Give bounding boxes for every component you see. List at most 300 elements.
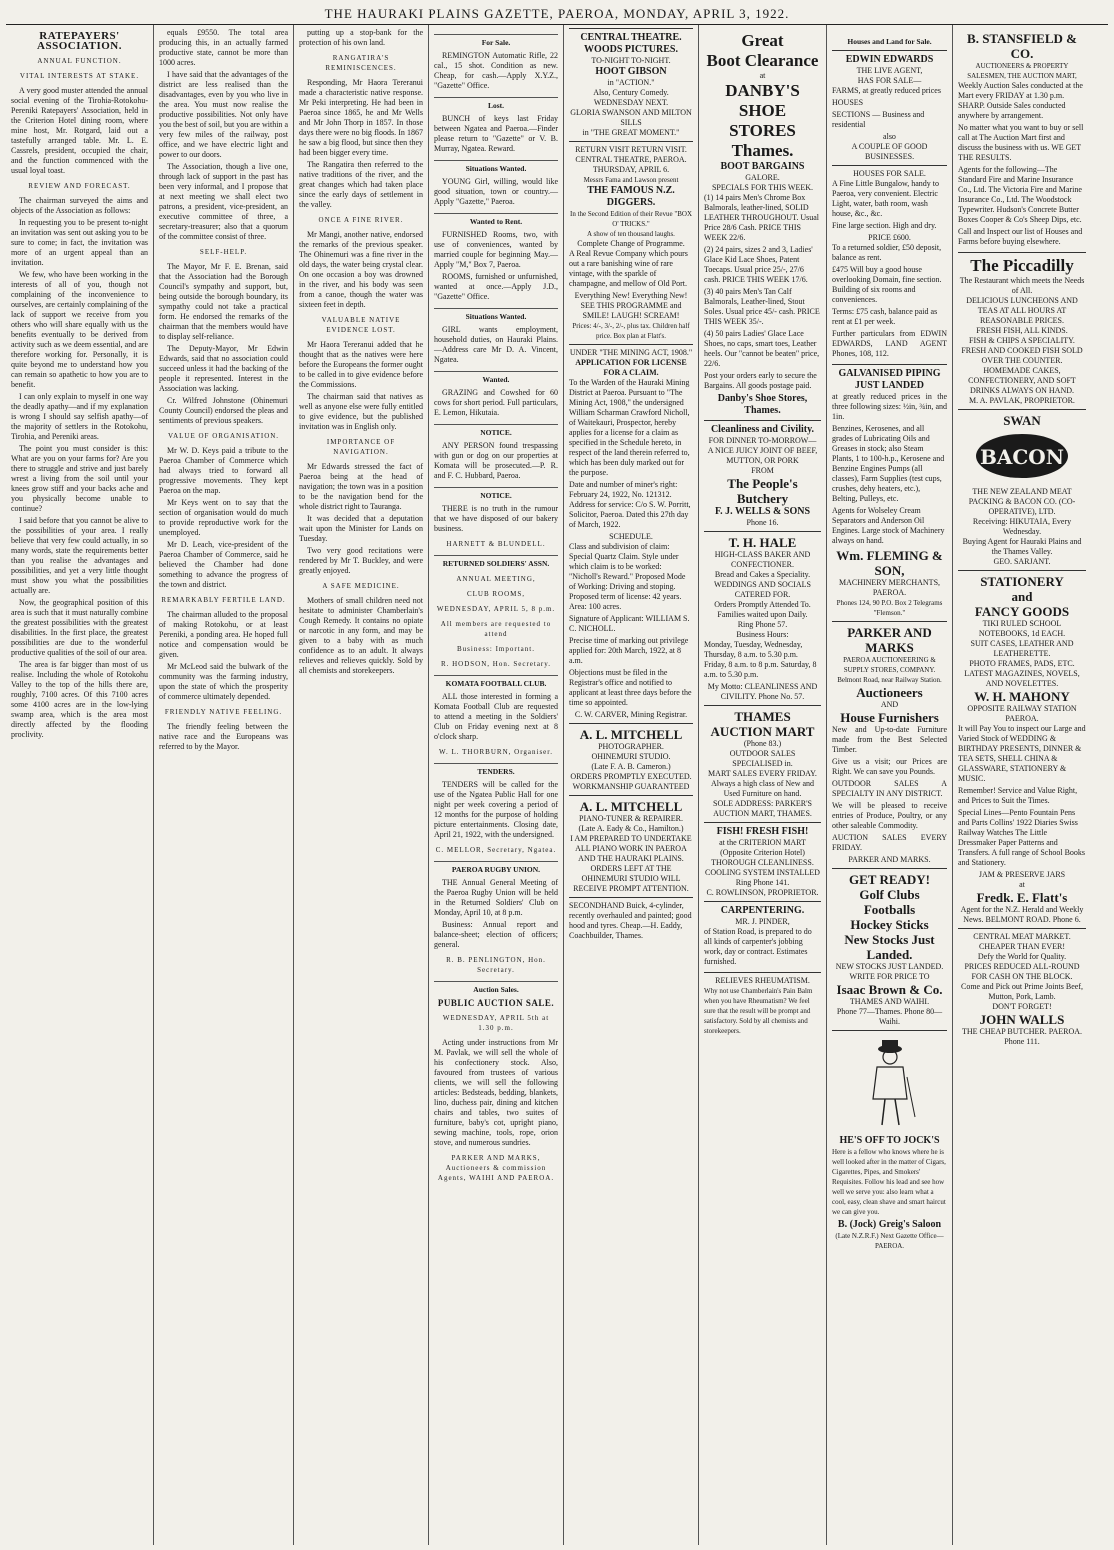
paragraph: Responding, Mr Haora Tereranui made a characteristic native response. Mr Peki interpreting. He had been in Paeroa since 1865, he and Mr Wells and Mr John Thorp in 1857. In those days there were no big floods. In 1867 he saw a big flood, but since then they had been bigger every time. — [299, 78, 423, 157]
ad-line: M. A. PAVLAK, PROPRIETOR. — [969, 396, 1075, 405]
ad-line: ORDERS LEFT AT THE OHINEMURI STUDIO WILL RECEIVE PROMPT ATTENTION. — [573, 864, 689, 893]
ad-line: THE NEW ZEALAND MEAT PACKING & BACON CO. (CO-OPERATIVE), LTD. — [968, 487, 1076, 516]
ad-line: (Phone 83.) — [743, 739, 782, 748]
paragraph: Mr Edwards stressed the fact of Paeroa being at the head of navigation; the town was in a position to be the navigation bend for the whole district right to Tauranga. — [299, 462, 423, 511]
paragraph: The Association, though a live one, through lack of support in the past has been very informal, and I propose that at next meeting we shall elect two patrons, a president, vice-president, an executive committee of three, a secretary-treasurer; also that a quorum of the committee consist of three. — [159, 162, 288, 241]
rsa-line: WEDNESDAY, APRIL 5, 8 p.m. — [436, 605, 556, 613]
paragraph: The Deputy-Mayor, Mr Edwin Edwards, said that no association could succeed unless it had the backing of the people it represented. Interest in the Association was lacking. — [159, 344, 288, 393]
rsa-line: Business: Important. — [457, 645, 535, 653]
theatre-line: in "THE GREAT MOMENT." — [582, 128, 680, 137]
ad-line: (Late N.Z.R.F.) Next Gazette Office—PAEROA. — [835, 1232, 944, 1250]
sports-ad — [832, 868, 947, 1030]
section-heading: VALUE OF ORGANISATION. — [167, 432, 280, 440]
section-heading: RANGATIRA'S REMINISCENCES. — [325, 54, 397, 72]
article-headline: RATEPAYERS' ASSOCIATION. — [37, 30, 122, 52]
ad-line: TIKI RULED SCHOOL NOTEBOOKS, 1d EACH. — [978, 619, 1066, 638]
ad-text: Agents for Wolseley Cream Separators and Anderson Oil Engines. Large stock of Machinery always on hand. — [832, 506, 945, 545]
auction-heading: Auction Sales. — [434, 981, 558, 995]
ad-title: THAMES AUCTION MART — [710, 709, 815, 739]
paragraph: The chairman said that natives as well as anyone else were fully entitled to give evidence, but the published invitation was in English only. — [299, 392, 423, 431]
column-1 — [6, 25, 154, 1545]
notice-signature: C. MELLOR, Secretary, Ngatea. — [435, 846, 557, 854]
ad-line: FRESH AND COOKED FISH SOLD OVER THE COUNTER. — [961, 346, 1083, 365]
paragraph: putting up a stop-bank for the protection of his own land. — [299, 28, 423, 47]
paragraph: Mr Haora Tereranui added that he thought that as the natives were here before the Europeans the former ought to be called in to give evidence before the Commissions. — [299, 340, 423, 389]
ad-line: Orders Promptly Attended To. — [714, 600, 811, 609]
ad-line: Ring Phone 141. — [735, 878, 790, 887]
bacon-logo-text: BACON — [979, 445, 1065, 469]
ad-text: of Station Road, is prepared to do all kinds of carpenter's jobbing work, day or contract. Estimates furnished. — [704, 927, 812, 966]
rsa-line: CLUB ROOMS, — [466, 590, 526, 598]
ad-line: THAMES AND WAIHI. — [849, 997, 930, 1006]
advertiser-name: A. L. MITCHELL — [579, 727, 683, 742]
ad-line: FRESH FISH, ALL KINDS. — [976, 326, 1068, 335]
ad-line: at — [1019, 880, 1025, 889]
piccadilly-ad — [958, 252, 1086, 409]
column-3 — [294, 25, 429, 1545]
ad-line: MART SALES EVERY FRIDAY. — [708, 769, 817, 778]
ad-line: My Motto: CLEANLINESS AND CIVILITY. Phone No. 57. — [707, 682, 818, 701]
ad-line: (Late F. A. B. Cameron.) — [591, 762, 671, 771]
notice-signature: W. L. THORBURN, Organiser. — [439, 748, 553, 756]
rsa-line: All members are requested to attend — [440, 620, 552, 638]
paragraph: The point you must consider is this: What are you on your farms for? Are you there to struggle and strive and just barely wrest a living from the soil until your knees grow stiff and your backs ache and you physically become unable to continue? — [11, 444, 148, 513]
paragraph: The area is far bigger than most of us realise. Including the whole of Rotokohu Valley to the top of the hills there are, roughly, 7100 acres. Of this 7100 acres some 4100 acres are in the low-lying swamp area, which is the area most directly affected by the flooding proclivity. — [11, 660, 148, 739]
notice-text: Acting under instructions from Mr M. Pavlak, we will sell the whole of his confectionery stock. Also, favoured from trustees of various clients, we will sell the following articles: Bedsteads, bedding, blankets, lino, duchess pair, dining and kitchen chairs and tables, two suites of furniture, baby's cot, upright piano, sewing machine, tools, rope, orion stove, and numerous sundries. — [434, 1038, 558, 1147]
paragraph: Mr Mangi, another native, endorsed the remarks of the previous speaker. The Ohinemuri was a fine river in the old days, the water being crystal clear. On one occasion a boy was drowned in the river, and his body was seen from a canoe, though the water was sixteen feet in depth. — [299, 230, 423, 309]
ad-line: Business Hours: — [736, 630, 789, 639]
ad-line: NEW STOCKS JUST LANDED. — [835, 962, 944, 971]
ad-line: WRITE FOR PRICE TO — [849, 972, 930, 981]
section-heading: REVIEW AND FORECAST. — [28, 182, 131, 190]
theatre-line: TO-NIGHT TO-NIGHT. — [591, 56, 671, 65]
ad-title: SHOE — [738, 101, 787, 120]
ad-line: PAEROA AUCTIONEERING & SUPPLY STORES, COMPANY. Belmont Road, near Railway Station. — [837, 656, 942, 684]
ad-line: SUIT CASES, LEATHER AND LEATHERETTE. — [970, 639, 1074, 658]
piano-ad — [569, 795, 693, 897]
ad-line: SPECIALS FOR THIS WEEK. — [711, 183, 814, 192]
ad-line: THE CHEAP BUTCHER. PAEROA. — [961, 1027, 1083, 1036]
section-heading: IMPORTANCE OF NAVIGATION. — [326, 438, 396, 456]
notice-text: TENDERS will be called for the use of the Ngatea Public Hall for one night per week covering a period of 12 months for the purpose of holding picture entertainments. Closing date, April 21, 1922, with the undersigned. — [434, 780, 558, 839]
section-heading: REMARKABLY FERTILE LAND. — [161, 596, 286, 604]
mining-heading: APPLICATION FOR LICENSE FOR A CLAIM. — [575, 358, 687, 377]
ad-title: Hockey Sticks — [850, 917, 929, 932]
ad-line: Always a high class of New and Used Furniture on hand. — [710, 779, 815, 798]
paragraph: Two very good recitations were rendered by Mr T. Buckley, and were greatly enjoyed. — [299, 546, 423, 575]
gentleman-illustration-icon — [855, 1037, 925, 1129]
paragraph: I said before that you cannot be alive to the possibilities of your area. I really believe that very few could actually, in so many words, state the requirements better than you realise the advantages and possibilities, and yet a very little thought must show you what the possibilities actually are. — [11, 516, 148, 595]
mining-text: Class and subdivision of claim: Special Quartz Claim. Style under which claim is to be worked: "Nicholl's Reward." Proposed Mode of Working: Driving and stoping. Proposed term of license: 42 years. Area: 100 acres. — [569, 542, 686, 611]
ad-line: Ring Phone 57. — [737, 620, 788, 629]
ad-line: PHOTO FRAMES, PADS, ETC. — [969, 659, 1075, 668]
ad-line: A COUPLE OF GOOD BUSINESSES. — [851, 142, 928, 161]
rsa-heading: RETURNED SOLDIERS' ASSN. — [434, 555, 558, 569]
paragraph: Mothers of small children need not hesitate to administer Chamberlain's Cough Remedy. It contains no opiate or narcotic in any form, and may be given to a baby with as much confidence as to an adult. It always relieves and relieves quickly. Sold by all chemists and storekeepers. — [299, 596, 423, 675]
revue-line: Complete Change of Programme. — [577, 239, 685, 248]
ad-title: STATIONERY — [980, 574, 1064, 589]
komata-heading: KOMATA FOOTBALL CLUB. — [434, 675, 558, 689]
ad-line: Agent for the N.Z. Herald and Weekly News. BELMONT ROAD. Phone 6. — [960, 905, 1084, 924]
ad-line: PHOTOGRAPHER. — [598, 742, 664, 751]
section-heading: VALUABLE NATIVE EVIDENCE LOST. — [321, 316, 401, 334]
auction-mart-ad — [704, 705, 821, 822]
ad-text: Give us a visit; our Prices are Right. We can save you Pounds. — [832, 757, 947, 776]
ad-title: The Piccadilly — [970, 256, 1074, 275]
ad-line: Phone 77—Thames. Phone 80—Waihi. — [836, 1007, 943, 1026]
ad-title: SWAN — [1003, 413, 1041, 428]
mining-text: Date and number of miner's right: February 24, 1922, No. 121312. Address for service: C/o S. W. Porritt, Solicitor, Paeroa. Dated this 27th day of March, 1922. — [569, 480, 691, 529]
ad-title: Great — [741, 31, 784, 50]
ad-line: PIANO-TUNER & REPAIRER. — [579, 814, 683, 823]
ad-line: C. ROWLINSON, PROPRIETOR. — [706, 888, 819, 897]
ad-line: OHINEMURI STUDIO. — [591, 752, 671, 761]
ad-line: Phone 16. — [746, 518, 779, 527]
theatre-line: Also, Century Comedy. — [593, 88, 669, 97]
ad-text: Further particulars from EDWIN EDWARDS, LAND AGENT Phones, 108, 112. — [832, 329, 947, 358]
section-heading: SELF-HELP. — [199, 248, 248, 256]
ad-title: STORES — [729, 121, 796, 140]
rugby-heading: PAEROA RUGBY UNION. — [434, 861, 558, 875]
mining-text: To the Warden of the Hauraki Mining District at Paeroa. Pursuant to "The Mining Act, 1908," the undersigned William Scharman Crawford Nicholl, of Waitekauri, Prospector, hereby applies for a license for a claim as specified in the Schedule hereto, in respect of the land therein referred to, which has been duly marked out for the purpose. — [569, 378, 690, 477]
ad-text: Terms: £75 cash, balance paid as rent at £1 per week. — [832, 307, 938, 326]
rsa-signature: R. HODSON, Hon. Secretary. — [440, 660, 552, 668]
meat-market-ad — [958, 928, 1086, 1050]
ad-text: Why not use Chamberlain's Pain Balm when you have Rheumatism? We feel sure that the result will be prompt and satisfactory. Sold by all chemists and storekeepers. — [704, 987, 813, 1035]
ad-line: HIGH-CLASS BAKER AND CONFECTIONER. — [714, 550, 811, 569]
ad-line: OPPOSITE RAILWAY STATION PAEROA. — [967, 704, 1077, 723]
notice-signature: HARNETT & BLUNDELL. — [446, 540, 546, 548]
ad-line: CHEAPER THAN EVER! — [978, 942, 1066, 951]
ad-title: Footballs — [863, 902, 916, 917]
theatre-line: WOODS PICTURES. — [584, 44, 678, 55]
column-4 — [429, 25, 564, 1545]
ad-text: Call and Inspect our list of Houses and Farms before buying elsewhere. — [958, 227, 1083, 246]
revue-ad — [569, 141, 693, 344]
ad-text: A Fine Little Bungalow, handy to Paeroa, very convenient. Electric Light, water, bath room, wash house, &c., &c. — [832, 179, 940, 218]
revue-text: A Real Revue Company which pours out a rare banishing wine of rare vintage, with the sparkle of champagne, and mellow of Old Port. — [569, 249, 688, 288]
tenders-heading: TENDERS. — [434, 763, 558, 777]
ad-line: The Restaurant which meets the Needs of All. — [959, 276, 1085, 295]
ad-text: We will be pleased to receive entries of Produce, Poultry, or any other saleable Commodity. — [832, 801, 947, 830]
ad-line: Buying Agent for Hauraki Plains and the Thames Valley. — [962, 537, 1082, 556]
column-8 — [953, 25, 1091, 1545]
paragraph: The Mayor, Mr F. E. Brenan, said that the Association had the Borough Council's sympathy and support, but, being outside the borough boundary, its sympathy could not take a practical form. He endorsed the remarks of the chairman that the members would have to display self-reliance. — [159, 262, 288, 341]
ad-line: LATEST MAGAZINES, NOVELS, AND NOVELETTES. — [964, 669, 1080, 688]
paragraph: Mr McLeod said the bulwark of the community was the farming industry, upon the state of which the prosperity of commerce ultimately depended. — [159, 662, 288, 701]
columns — [6, 25, 1108, 1545]
ad-title: Auctioneers — [856, 685, 923, 700]
mining-text: Objections must be filed in the Registrar's office and notified to applicant at least three days before the time so appointed. — [569, 668, 692, 707]
classified-ad: GIRL wants employment, household duties, on Hauraki Plains.—Address care Mr D. A. Vincent, Ngatea. — [434, 325, 558, 364]
paragraph: Mr W. D. Keys paid a tribute to the Paeroa Chamber of Commerce which had always tried to forward all progressive movements. They kept Paeroa on the map. — [159, 446, 288, 495]
photographer-ad — [569, 723, 693, 795]
public-auction-date: WEDNESDAY, APRIL 5th at 1.30 p.m. — [442, 1014, 550, 1032]
notice-text: THERE is no truth in the rumour that we have disposed of our bakery business. — [434, 504, 558, 533]
ad-text: Monday, Tuesday, Wednesday, Thursday, 8 a.m. to 5.30 p.m. Friday, 8 a.m. to 8 p.m. Saturday, 8 a.m. to 5.30 p.m. — [704, 640, 817, 679]
advertiser-name: A. L. MITCHELL — [579, 799, 683, 814]
ad-line: Bread and Cakes a Speciality. — [714, 570, 811, 579]
article-subhead: ANNUAL FUNCTION. — [37, 57, 122, 65]
mining-text: Precise time of marking out privilege applied for: 20th March, 1922, at 8 a.m. — [569, 636, 689, 665]
ad-line: COOLING SYSTEM INSTALLED — [705, 868, 820, 877]
ad-line: THOROUGH CLEANLINESS. — [711, 858, 814, 867]
fish-ad — [704, 822, 821, 901]
parker-marks-ad — [832, 621, 947, 868]
ad-line: HOUSES FOR SALE. — [853, 169, 926, 178]
ad-line: ORDERS PROMPTLY EXECUTED. — [570, 772, 692, 781]
edwards-ad — [832, 50, 947, 165]
ad-text: Agents for the following—The Standard Fire and Marine Insurance Co., Ltd. The Victoria Fire and Marine Insurance Co., Ltd. The Woodstock Typewriter. Hudson's Concrete Butter Boxes Cooper & Co's Sheep Dips, etc. — [958, 165, 1082, 224]
fleming-ad — [832, 364, 947, 621]
classified-heading: Wanted. — [434, 371, 558, 385]
ad-line: A NICE JUICY JOINT OF BEEF, MUTTON, OR PORK — [707, 446, 818, 465]
ad-text: OUTDOOR SALES A SPECIALTY IN ANY DISTRICT. — [832, 779, 947, 798]
classified-ad: YOUNG Girl, willing, would like good situation, town or country.—Apply "Gazette," Paeroa. — [434, 177, 558, 206]
classified-ad: BUNCH of keys last Friday between Ngatea and Paeroa.—Finder please return to "Gazette" or V. B. Murray, Ngatea. Reward. — [434, 114, 558, 153]
ad-line: FOR DINNER TO-MORROW— — [708, 436, 817, 445]
ad-text: Fine large section. High and dry. — [832, 221, 937, 230]
mining-heading: UNDER "THE MINING ACT, 1908." — [569, 348, 693, 357]
ad-line: (Late A. Eady & Co., Hamilton.) — [578, 824, 684, 833]
mining-text: Signature of Applicant: WILLIAM S. C. NICHOLL. — [569, 614, 690, 633]
theatre-title: CENTRAL THEATRE. — [580, 32, 682, 43]
ad-line: PRICES REDUCED ALL-ROUND FOR CASH ON THE BLOCK. — [964, 962, 1080, 981]
classified-heading: Situations Wanted. — [434, 160, 558, 174]
ad-text: Weekly Auction Sales conducted at the Mart every FRIDAY at 1.30 p.m. SHARP. Outside Sales conducted anywhere by arrangement. — [958, 81, 1083, 120]
ad-line: WORKMANSHIP GUARANTEED — [572, 782, 690, 791]
ad-line: GALORE. — [745, 173, 780, 182]
ad-title: Fredk. E. Flatt's — [976, 890, 1068, 905]
classified-ad: REMINGTON Automatic Rifle, 22 cal., 15 shot. Condition as new. Cheap, for cash.—Apply X.Y.Z., "Gazette" Office. — [434, 51, 558, 90]
ad-line: RELIEVES RHEUMATISM. — [715, 976, 810, 985]
section-heading: FRIENDLY NATIVE FEELING. — [164, 708, 283, 716]
ad-title: T. H. HALE — [728, 535, 797, 550]
notice-signature: R. B. PENLINGTON, Hon. Secretary. — [446, 956, 546, 974]
ad-line: CENTRAL MEAT MARKET. — [973, 932, 1071, 941]
ad-title: DANBY'S — [725, 81, 800, 100]
butchery-ad — [704, 420, 821, 531]
paragraph: Mr D. Leach, vice-president of the Paeroa Chamber of Commerce, said he believed the Chamber had done something to advance the progress of the town and district. — [159, 540, 288, 589]
paragraph: Now, the geographical position of this area is such that it must naturally combine the greatest possibilities with the greatest disabilities. In the first place, the greatest possibilities are due to the wonderful productive qualities of the soil of our area. — [11, 598, 148, 657]
paragraph: The friendly feeling between the native race and the Europeans was referred to by the Mayor. — [159, 722, 288, 751]
ad-line: GEO. SARJANT. — [993, 557, 1051, 566]
ad-line: WEDDINGS AND SOCIALS CATERED FOR. — [714, 580, 811, 599]
ad-text: (4) 50 pairs Ladies' Glace Lace Shoes, no caps, smart toes, Leather heels. Our "cannot be beaten" price, 22/6. — [704, 329, 820, 368]
ad-line: MACHINERY MERCHANTS, PAEROA. — [838, 578, 941, 597]
ad-line: PRICE £600. — [868, 233, 911, 242]
paragraph: Mr Keys went on to say that the section of organisation would do much to provide reproductive work for the unemployed. — [159, 498, 288, 537]
ad-text: SECONDHAND Buick, 4-cylinder, recently overhauled and painted; good hood and tyres. Cheap.—H. Eaddy, Coachbuilder, Thames. — [569, 901, 692, 940]
buick-ad — [569, 897, 693, 946]
ad-line: also — [883, 132, 896, 141]
ad-title: New Stocks Just Landed. — [844, 932, 935, 962]
ad-title: W. H. MAHONY — [974, 689, 1070, 704]
ad-line: THE LIVE AGENT, — [856, 66, 923, 75]
paragraph: It was decided that a deputation wait upon the Minister for Lands on Tuesday. — [299, 514, 423, 543]
ad-title: HE'S OFF TO JOCK'S — [839, 1135, 940, 1146]
classified-ad: GRAZING and Cowshed for 60 cows for short period. Full particulars, E. Lemon, Hikutaia. — [434, 388, 558, 417]
ad-line: Defy the World for Quality. — [977, 952, 1067, 961]
ad-text: (2) 24 pairs, sizes 2 and 3, Ladies' Glace Kid Lace Shoes, Patent Toecaps. Usual price 25/-, 27/6 cash. PRICE THIS WEEK 17/6. — [704, 245, 813, 284]
ad-title: CARPENTERING. — [720, 905, 805, 916]
paragraph: The Rangatira then referred to the native traditions of the river, and the great changes which had taken place since the early days of settlement in the valley. — [299, 160, 423, 209]
notice-text: THE Annual General Meeting of the Paeroa Rugby Union will be held in the Returned Soldiers' Club on Monday, April 10, at 8 p.m. — [434, 878, 558, 917]
section-label: Houses and Land for Sale. — [847, 37, 932, 46]
ad-line: Phone 111. — [1004, 1037, 1040, 1046]
article-lead: VITAL INTERESTS AT STAKE. — [19, 72, 140, 80]
ad-line: AND — [880, 700, 899, 709]
ad-title: The People's Butchery — [727, 476, 798, 506]
ad-text: HOUSES — [832, 98, 864, 107]
column-6 — [699, 25, 827, 1545]
column-7 — [827, 25, 953, 1545]
stansfield-ad — [958, 28, 1086, 252]
ad-title: Isaac Brown & Co. — [836, 982, 943, 997]
ad-title: FISH! FRESH FISH! — [716, 826, 809, 837]
revue-title: THE FAMOUS N.Z. DIGGERS. — [587, 185, 675, 208]
paragraph: Cr. Wilfred Johnstone (Ohinemuri County Council) endorsed the pleas and sentiments of previous speakers. — [159, 396, 288, 425]
revue-line: Messrs Fama and Lawson present — [583, 176, 679, 184]
ad-text: Benzines, Kerosenes, and all grades of Lubricating Oils and Greases in stock; also Steam Plants, 1 to 100-h.p., Kerosene and Benzine Engines Pumps (all classes), Farm Supplies (test cups, crushes, dehy heaters, etc.), Belting, Pulleys, etc. — [832, 424, 945, 503]
ad-title: Thames. — [731, 141, 794, 160]
notice-heading: NOTICE. — [434, 424, 558, 438]
revue-line: CENTRAL THEATRE, PAEROA. — [575, 155, 687, 164]
ad-text: Special Lines—Pento Fountain Pens and Parts Collins' 1922 Diaries Swiss Railway Watches The Little Dressmaker Paper Patterns and Transfers. A full range of School Books and Stationery. — [958, 808, 1086, 867]
bacon-ad — [958, 409, 1086, 570]
ad-line: I AM PREPARED TO UNDERTAKE ALL PIANO WORK IN PAEROA AND THE HAURAKI PLAINS. — [570, 834, 692, 863]
paragraph: A very good muster attended the annual social evening of the Tirohia-Rotokohu-Pereniki Ratepayers' Association, held in the Criterion Hotel dining room, where mine host, Mr. Rotgard, laid out a tastefully arranged table. Mr. L. E. Cassrels, president, occupied the chair, and the function commenced with the usual loyal toast. — [11, 86, 148, 175]
ad-line: BOOT BARGAINS — [720, 161, 805, 172]
revue-line: RETURN VISIT RETURN VISIT. — [575, 145, 687, 154]
mining-notice — [569, 344, 693, 723]
ad-text: New and Up-to-date Furniture made from the Best Selected Timber. — [832, 725, 947, 754]
theatre-line: WEDNESDAY NEXT. — [593, 98, 669, 107]
ad-text: Remember! Service and Value Right, and Prices to Suit the Times. — [958, 786, 1078, 805]
ad-line: HOMEMADE CAKES, CONFECTIONERY, AND SOFT DRINKS ALWAYS ON HAND. — [968, 366, 1076, 395]
rheumatism-ad — [704, 972, 821, 1041]
theatre-line: GLORIA SWANSON AND MILTON SILLS — [570, 108, 692, 127]
ad-text: To a returned soldier, £50 deposit, balance as rent. — [832, 243, 942, 262]
paragraph: We few, who have been working in the interests of all of you, though not complaining of the inconvenience to ourselves, are certainly complaining of the lack of support we receive from you others who will share equally with us the benefits eventually to be derived from activity such as we deem essential, and are therefore working for. Personally, it is quite beyond me to understand how you can remain so apathetic to how you are to benefit. — [11, 270, 148, 389]
ad-text: Post your orders early to secure the Bargains. All goods postage paid. — [704, 371, 817, 390]
mining-signature: C. W. CARVER, Mining Registrar. — [574, 710, 688, 719]
ad-line: DON'T FORGET! — [992, 1002, 1052, 1011]
swan-bacon-logo-icon — [974, 431, 1070, 481]
ad-line: Phones 124, 90 P.O. Box 2 Telegrams "Flemson." — [836, 599, 943, 617]
ad-title: Cleanliness and Civility. — [710, 424, 815, 435]
ad-text: at greatly reduced prices in the three following sizes: ½in, ¾in, and 1in. — [832, 392, 947, 421]
ad-line: at the CRITERION MART (Opposite Criterion Hotel) — [719, 838, 806, 857]
notice-text: Business: Annual report and balance-sheet; election of officers; general. — [434, 920, 558, 949]
ad-text: No matter what you want to buy or sell call at The Auction Mart first and discuss the business with us. WE GET THE RESULTS. — [958, 123, 1084, 162]
ad-title: JOHN WALLS — [979, 1012, 1065, 1027]
paragraph: The chairman alluded to the proposal of making Rotokohu, or at least Pereniki, a ponding area. He hoped full notice and compensation would be given. — [159, 610, 288, 659]
ad-title: House Furnishers — [840, 710, 939, 725]
classified-ad: ROOMS, furnished or unfurnished, wanted at once.—Apply J.D., "Gazette" Office. — [434, 272, 558, 301]
ad-title: Boot Clearance — [706, 51, 819, 70]
ad-title: B. (Jock) Greig's Saloon — [837, 1219, 942, 1230]
theatre-line: HOOT GIBSON — [595, 66, 667, 77]
ad-line: FROM — [751, 466, 774, 475]
ad-text: FARMS, at greatly reduced prices — [832, 86, 941, 95]
ad-title: Wm. FLEMING & SON, — [836, 548, 943, 578]
danby-ad — [704, 28, 821, 420]
revue-line: SEE THIS PROGRAMME and SMILE! LAUGH! SCREAM! — [580, 301, 682, 320]
ad-line: Families waited upon Daily. — [717, 610, 808, 619]
ad-title: FANCY GOODS — [974, 604, 1070, 619]
ad-title: B. STANSFIELD & CO. — [967, 31, 1077, 61]
column-2 — [154, 25, 294, 1545]
revue-line: Everything New! Everything New! — [574, 291, 688, 300]
ad-title: F. J. WELLS & SONS — [714, 506, 811, 517]
paragraph: equals £9550. The total area producing this, in an actually farmed productive state, cannot be more than 1000 acres. — [159, 28, 288, 67]
ad-title: EDWIN EDWARDS — [845, 54, 934, 65]
ad-text: (3) 40 pairs Men's Tan Calf Balmorals, Leather-lined, Stout Soles. Usual price 45/- cash. PRICE THIS WEEK 35/-. — [704, 287, 820, 326]
revue-line: A show of ten thousand laughs. — [587, 230, 675, 238]
ad-text: £475 Will buy a good house overlooking Domain, fine section. Building of six rooms and conveniences. — [832, 265, 942, 304]
ad-line: HAS FOR SALE— — [857, 76, 922, 85]
ad-title: Danby's Shoe Stores, Thames. — [717, 393, 808, 416]
schedule-heading: SCHEDULE. — [609, 532, 653, 541]
classified-heading: Wanted to Rent. — [434, 213, 558, 227]
notice-text: ALL those interested in forming a Komata Football Club are requested to attend a meeting in the Soldiers' Club on Friday evening next at 8 o'clock sharp. — [434, 692, 558, 741]
rsa-line: ANNUAL MEETING, — [456, 575, 536, 583]
ad-text: Here is a fellow who knows where he is well looked after in the matter of Cigars, Cigarettes, Pipes, and Smokers' Requisites. Follow his lead and see how well we serve you: also learn what a cool, easy, clean shave and smart haircut we can give you. — [832, 1148, 946, 1216]
ad-line: FISH & CHIPS A SPECIALITY. — [969, 336, 1075, 345]
ad-line: Come and Pick out Prime Joints Beef, Mutton, Pork, Lamb. — [961, 982, 1083, 1001]
carpentering-ad — [704, 901, 821, 972]
ad-text: AUCTION SALES EVERY FRIDAY. — [832, 833, 947, 852]
ad-text: SECTIONS — Business and residential — [832, 110, 925, 129]
ad-line: JAM & PRESERVE JARS — [978, 870, 1066, 879]
ad-title: GET READY! — [848, 872, 931, 887]
classified-heading: For Sale. — [434, 34, 558, 48]
paragraph: I have said that the advantages of the district are less realised than the disadvantages, even by you who live in the area. You must now realise the productive possibilities. Not only have you the best of soil, but you are within a very few miles of the railway, post office, and we have electric light and power to our doors. — [159, 70, 288, 159]
paragraph: I can only explain to myself in one way the deadly apathy—and if my explanation is wrong I should say selfish apathy—of the majority of settlers in the Rotokohu, Tirohia, and Pereniki areas. — [11, 392, 148, 441]
stationery-ad — [958, 570, 1086, 928]
notice-text: ANY PERSON found trespassing with gun or dog on our properties at Komata will be prosecuted.—P. R. and F. C. Hubbard, Paeroa. — [434, 441, 558, 480]
classified-ad: FURNISHED Rooms, two, with use of conveniences, wanted by married couple for beginning May.—Apply "M," Box 7, Paeroa. — [434, 230, 558, 269]
notice-signature: PARKER AND MARKS, Auctioneers & commission Agents, WAIHI AND PAEROA. — [437, 1154, 555, 1182]
ad-line: DELICIOUS LUNCHEONS AND TEAS AT ALL HOURS AT REASONABLE PRICES. — [966, 296, 1078, 325]
ad-title: and — [1011, 589, 1033, 604]
classified-heading: Situations Wanted. — [434, 308, 558, 322]
ad-line: PARKER AND MARKS. — [848, 855, 931, 864]
revue-line: THURSDAY, APRIL 6. — [592, 165, 670, 174]
ad-line: OUTDOOR SALES SPECIALISED in. — [729, 749, 796, 768]
paragraph: In requesting you to be present to-night an invitation was sent out asking you to be sure to come; in fact, the invitation was more of an urgent appeal than an invitation. — [11, 218, 148, 267]
baker-ad — [704, 531, 821, 705]
column-5 — [564, 25, 699, 1545]
ad-line: MR. J. PINDER, — [735, 917, 790, 926]
ad-title: Golf Clubs — [859, 887, 920, 902]
ad-text: It will Pay You to inspect our Large and Varied Stock of WEDDING & BIRTHDAY PRESENTS, DINNER & TEA SETS, SHELL CHINA & GLASSWARE, STATIONERY & MUSIC. — [958, 724, 1086, 783]
revue-line: In the Second Edition of their Revue "BOX O' TRICKS." — [569, 210, 693, 228]
classified-heading: Lost. — [434, 97, 558, 111]
ad-title: PARKER AND MARKS — [847, 625, 932, 655]
ad-title: GALVANISED PIPING JUST LANDED — [838, 368, 941, 391]
revue-prices: Prices: 4/-, 3/-, 2/-, plus tax. Children half price. Box plan at Flatt's. — [572, 322, 690, 340]
notice-heading: NOTICE. — [434, 487, 558, 501]
paragraph: The chairman surveyed the aims and objects of the Association as follows: — [11, 196, 148, 215]
ad-line: at — [759, 71, 766, 80]
ad-text: (1) 14 pairs Men's Chrome Box Balmorals, leather-lined, SOLID LEATHER THROUGHOUT. Usual Price 28/6 Cash. PRICE THIS WEEK 22/6. — [704, 193, 820, 242]
masthead: THE HAURAKI PLAINS GAZETTE, PAEROA, MONDAY, APRIL 3, 1922. — [6, 4, 1108, 25]
ad-line: Receiving: HIKUTAIA, Every Wednesday. — [972, 517, 1072, 536]
section-heading: ONCE A FINE RIVER. — [318, 216, 404, 224]
ad-line: AUCTIONEERS & PROPERTY SALESMEN, THE AUCTION MART, — [967, 62, 1077, 80]
